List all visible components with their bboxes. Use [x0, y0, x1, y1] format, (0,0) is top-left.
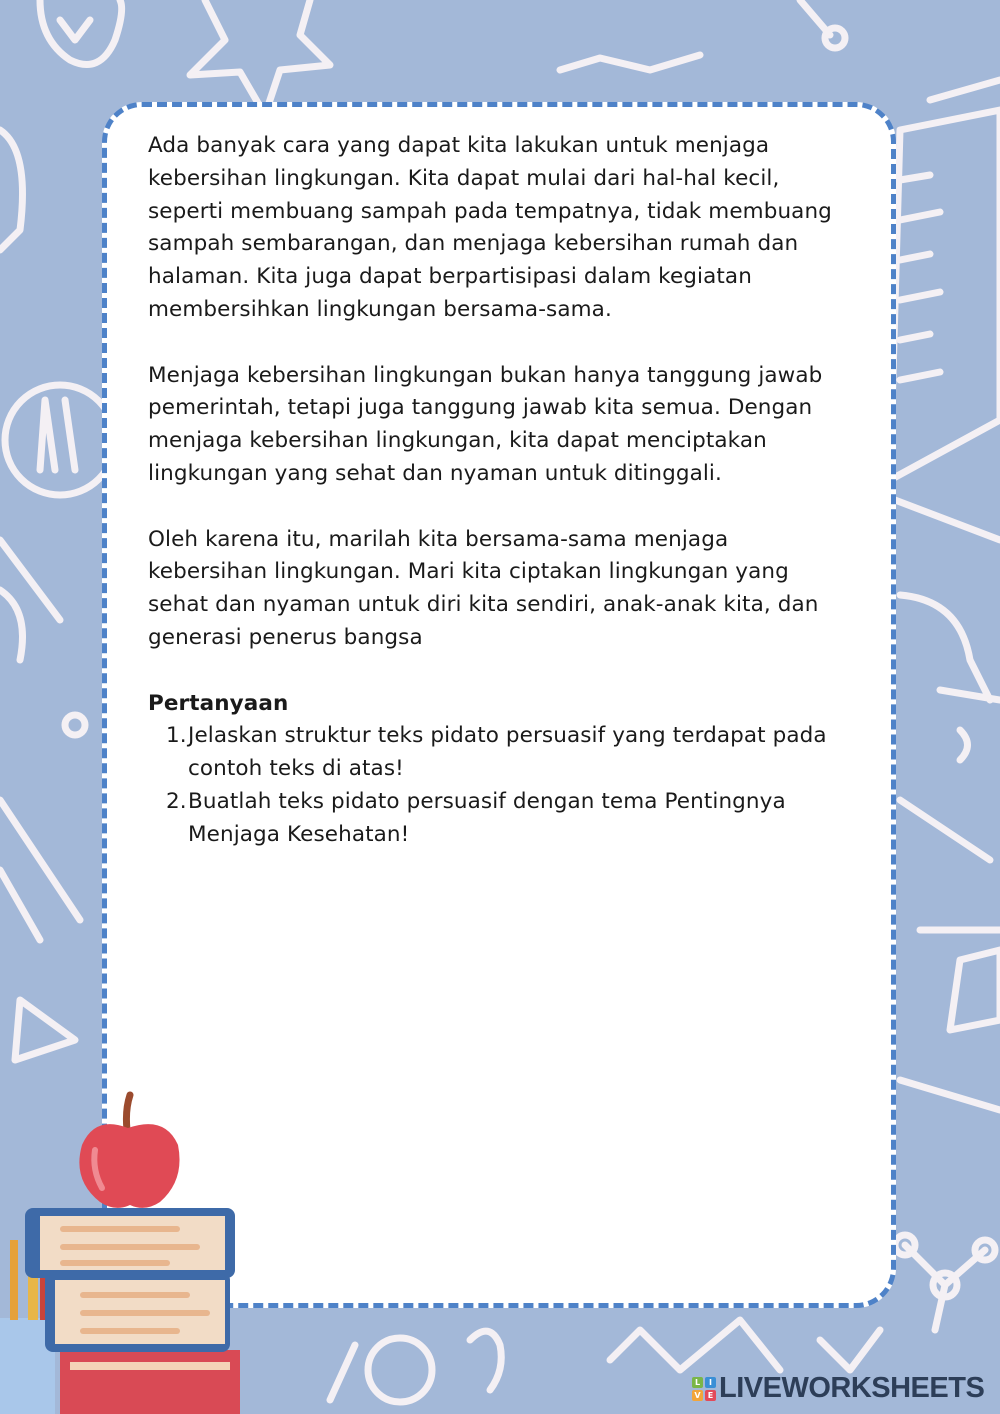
- logo-letter: E: [705, 1390, 716, 1401]
- protractor-doodle-icon: [900, 930, 1000, 1110]
- brand-text: LIVEWORKSHEETS: [719, 1372, 985, 1404]
- star-doodle-icon: [190, 0, 330, 115]
- question-text: Buatlah teks pidato persuasif dengan tema Pentingnya Menjaga Kesehatan!: [188, 788, 786, 847]
- pin-doodle-icon: [800, 0, 845, 48]
- lines-doodle-icon: [0, 540, 85, 940]
- logo-letter: V: [692, 1390, 703, 1401]
- triangle-doodle-icon: [15, 1000, 75, 1060]
- question-item: [148, 786, 848, 852]
- question-number: 2.: [166, 788, 187, 814]
- ruler-doodle-icon: [890, 80, 1000, 480]
- liveworksheets-logo-icon: [692, 1377, 716, 1401]
- questions-title: Pertanyaan: [148, 690, 289, 716]
- logo-letter: I: [705, 1377, 716, 1388]
- liveworksheets-brand: [692, 1372, 984, 1405]
- question-number: 1.: [166, 723, 187, 749]
- paragraph-3: Oleh karena itu, marilah kita bersama-sama menjaga kebersihan lingkungan. Mari kita ciptakan lingkungan yang sehat dan nyaman untuk diri kita sendiri, anak-anak kita, dan generasi penerus bangsa: [148, 526, 819, 650]
- paragraph-1: Ada banyak cara yang dapat kita lakukan untuk menjaga kebersihan lingkungan. Kita dapat mulai dari hal-hal kecil, seperti membuang sampah pada tempatnya, tidak membuang sampah sembarangan, dan menjaga kebersihan rumah dan halaman. Kita juga dapat berpartisipasi dalam kegiatan membersihkan lingkungan bersama-sama.: [148, 133, 832, 322]
- question-text: Jelaskan struktur teks pidato persuasif yang terdapat pada contoh teks di atas!: [188, 723, 827, 782]
- question-item: [148, 720, 848, 786]
- paragraph-2: Menjaga kebersihan lingkungan bukan hanya tanggung jawab pemerintah, tetapi juga tanggung jawab kita semua. Dengan menjaga kebersihan lingkungan, kita dapat menciptakan lingkungan yang sehat dan nyaman untuk ditinggali.: [148, 362, 823, 486]
- book-stack-icon: [25, 1208, 240, 1414]
- books-apple-illustration: [0, 1090, 260, 1414]
- lightbulb-doodle-icon: [40, 0, 122, 65]
- logo-letter: L: [692, 1377, 703, 1388]
- bulb-outline-doodle-icon: [0, 130, 115, 495]
- molecule-doodle-icon: [895, 1235, 995, 1330]
- worksheet-text: [148, 130, 848, 852]
- apple-icon: [79, 1095, 179, 1208]
- questions-list: [148, 720, 848, 851]
- arrow-doodle-icon: [560, 55, 700, 70]
- compass-doodle-icon: [895, 500, 1000, 860]
